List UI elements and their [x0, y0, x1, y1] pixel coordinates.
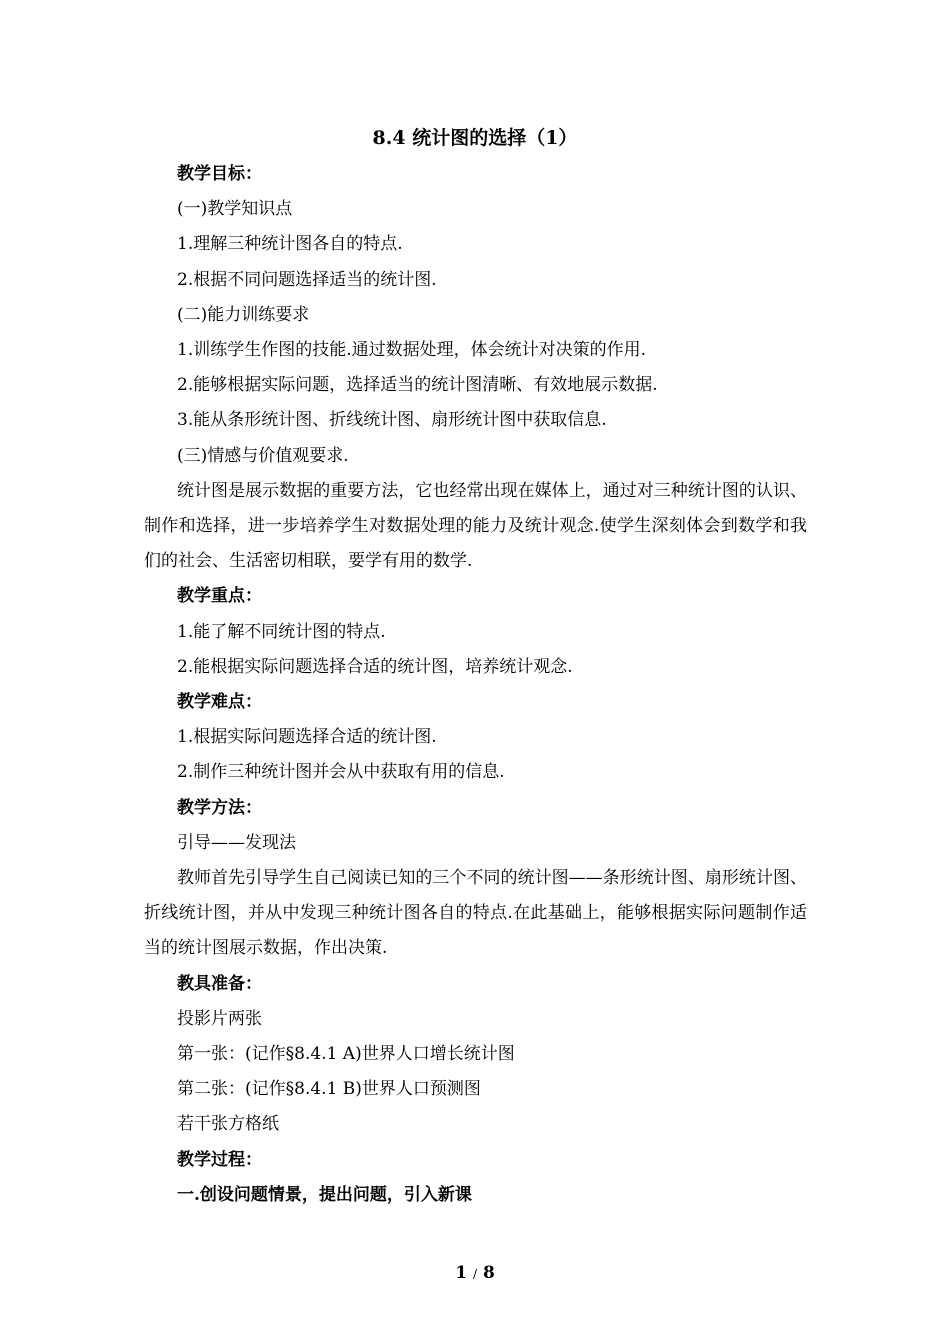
list-item: 2.根据不同问题选择适当的统计图. [177, 269, 437, 290]
list-item: 第二张：(记作§8.4.1 B)世界人口预测图 [177, 1079, 481, 1100]
heading-teaching-objectives: 教学目标： [177, 164, 262, 184]
heading-teaching-aids: 教具准备： [177, 973, 262, 994]
list-item: 2.能够根据实际问题，选择适当的统计图清晰、有效地展示数据. [177, 375, 658, 396]
body-paragraph: 统计图是展示数据的重要方法，它也经常出现在媒体上，通过对三种统计图的认识、制作和选择，进一步培养学生对数据处理的能力及统计观念.使学生深刻体会到数学和我们的社会、生活密切相联，要学有用的数学. [144, 480, 807, 572]
method-name: 引导——发现法 [177, 832, 296, 853]
heading-teaching-method: 教学方法： [177, 797, 262, 818]
page-separator: / [472, 1267, 478, 1281]
section-heading: 一.创设问题情景，提出问题，引入新课 [177, 1184, 472, 1205]
list-item: 1.根据实际问题选择合适的统计图. [177, 727, 437, 748]
page-number [0, 1261, 950, 1286]
subheading-knowledge-points: (一)教学知识点 [177, 199, 293, 220]
heading-teaching-process: 教学过程： [177, 1149, 262, 1170]
list-item: 1.训练学生作图的技能.通过数据处理，体会统计对决策的作用. [177, 340, 647, 361]
subheading-emotion-values: (三)情感与价值观要求. [177, 445, 349, 466]
heading-key-points: 教学重点： [177, 586, 262, 607]
list-item: 1.能了解不同统计图的特点. [177, 621, 386, 642]
page-total: 8 [482, 1263, 495, 1283]
subheading-ability-training: (二)能力训练要求 [177, 304, 310, 325]
list-item: 2.能根据实际问题选择合适的统计图，培养统计观念. [177, 656, 573, 677]
list-item: 3.能从条形统计图、折线统计图、扇形统计图中获取信息. [177, 410, 607, 431]
list-item: 第一张：(记作§8.4.1 A)世界人口增长统计图 [177, 1044, 515, 1065]
list-item: 若干张方格纸 [177, 1114, 279, 1135]
document-body [144, 157, 807, 1213]
heading-difficult-points: 教学难点： [177, 692, 262, 713]
body-paragraph: 教师首先引导学生自己阅读已知的三个不同的统计图——条形统计图、扇形统计图、折线统计图，并从中发现三种统计图各自的特点.在此基础上，能够根据实际问题制作适当的统计图展示数据，作出决策. [144, 868, 807, 959]
list-item: 投影片两张 [177, 1008, 262, 1029]
list-item: 2.制作三种统计图并会从中获取有用的信息. [177, 762, 505, 783]
page-current: 1 [455, 1263, 468, 1283]
page-title: 8.4 统计图的选择（1） [372, 127, 578, 149]
list-item: 1.理解三种统计图各自的特点. [177, 234, 403, 255]
